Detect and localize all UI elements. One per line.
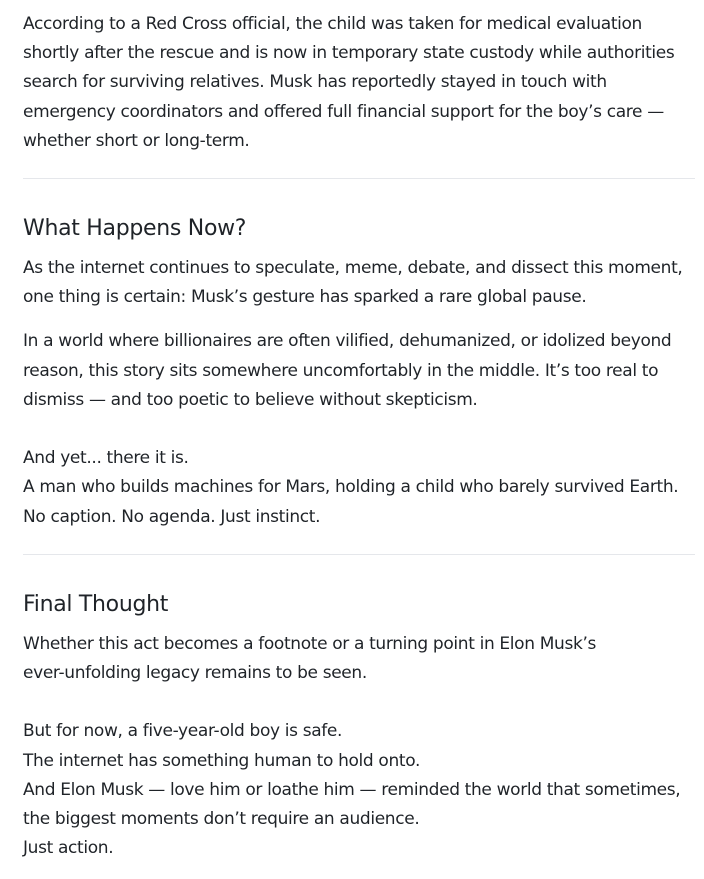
intro-paragraph: According to a Red Cross official, the child was taken for medical evaluation shortly after the rescue and is now in temporary state custody while authorities search for surviving relatives. Musk has reportedly stayed in touch with emergency coordinators and offered full financial support for the boy’s care — whether short or long-term. (23, 14, 675, 151)
section-heading-what-happens-now: What Happens Now? (23, 216, 247, 242)
section-paragraph: Whether this act becomes a footnote or a turning point in Elon Musk’s ever-unfolding legacy remains to be seen. But for now, a five-year-old boy is safe. The internet has something human to hold onto. And Elon Musk — love him or loathe him — reminded the world that sometimes, the biggest moments don’t require an audience. Just action. (23, 633, 681, 859)
section-paragraph: As the internet continues to speculate, meme, debate, and dissect this moment, one thing is certain: Musk’s gesture has sparked a rare global pause. (23, 258, 683, 308)
section-paragraph: In a world where billionaires are often vilified, dehumanized, or idolized beyond reason, this story sits somewhere uncomfortably in the middle. It’s too real to dismiss — and too poetic to believe without skepticism. And yet... there it is. A man who builds machines for Mars, holding a child who barely survived Earth. No caption. No agenda. Just instinct. (23, 331, 679, 527)
section-heading-final-thought: Final Thought (23, 591, 169, 617)
